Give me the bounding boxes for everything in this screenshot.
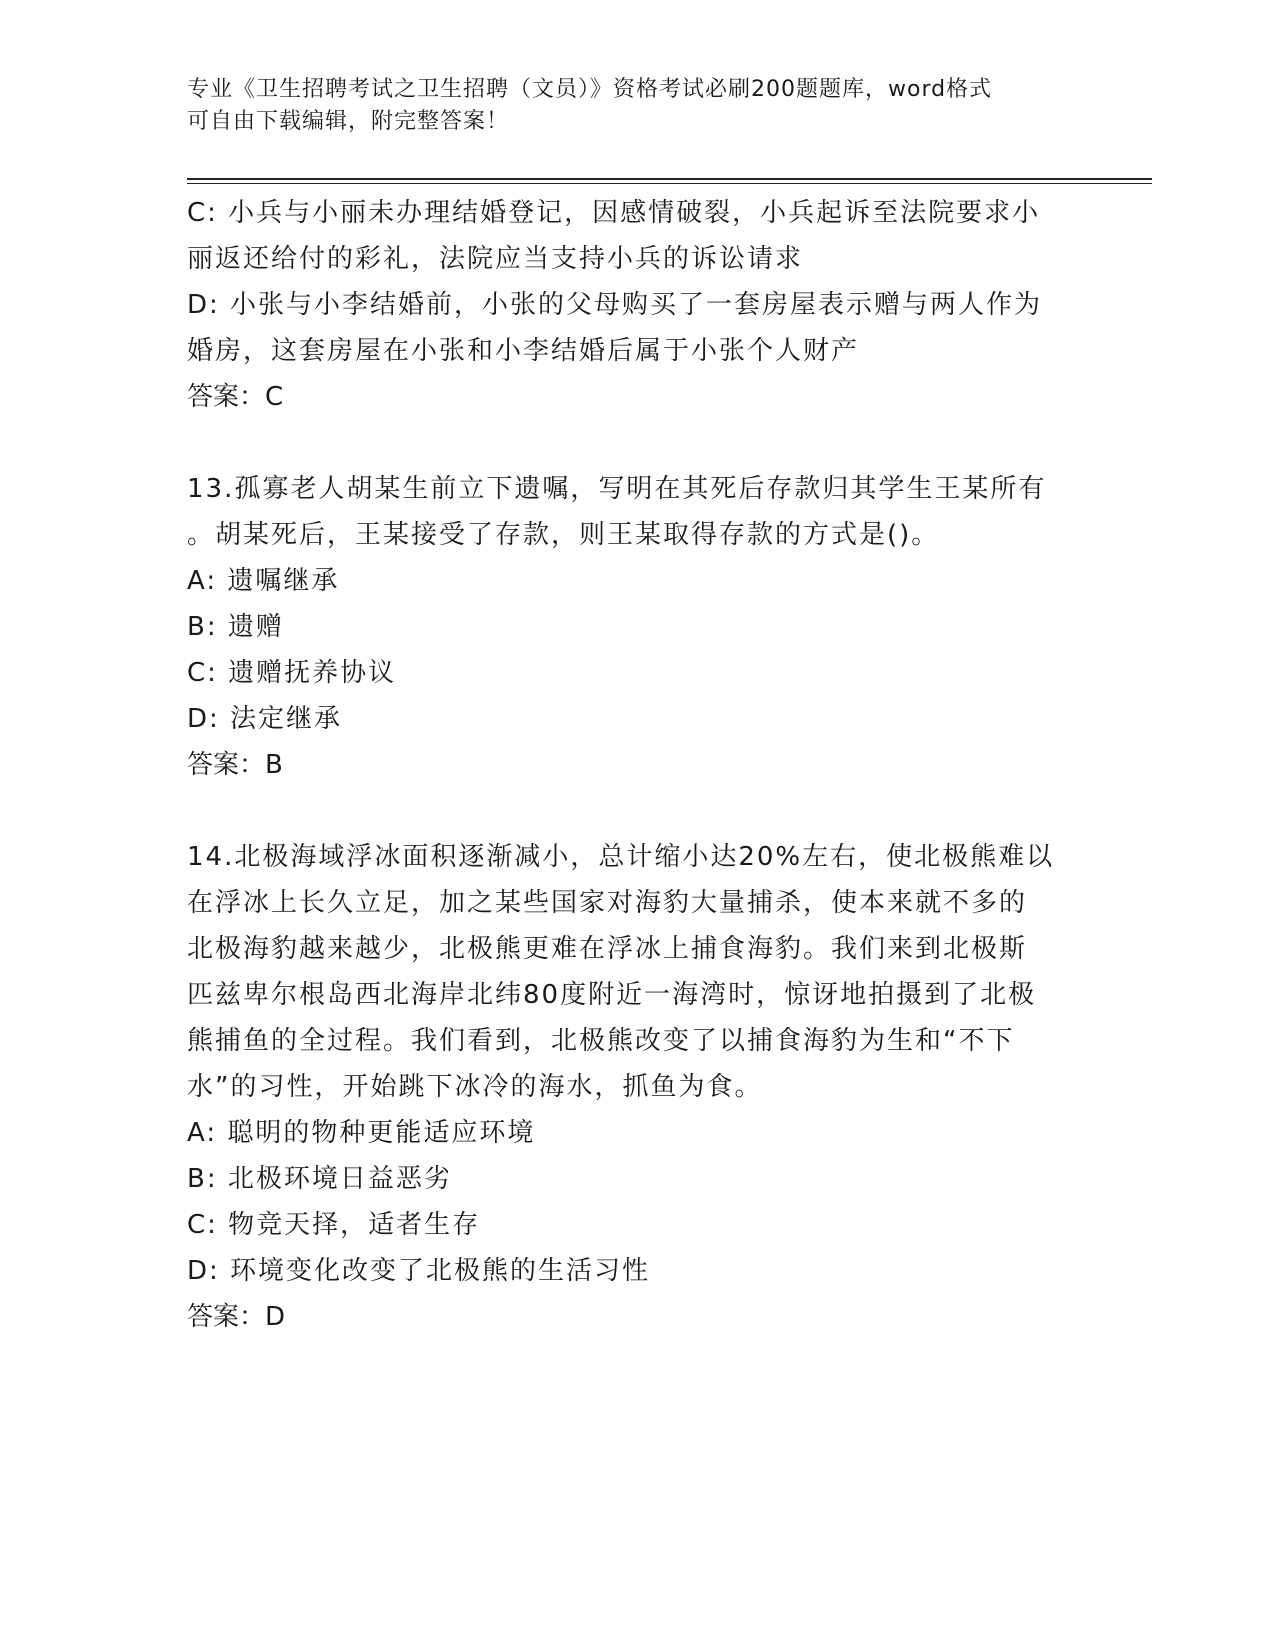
- question-13: [187, 466, 1087, 788]
- question-content: [187, 190, 1087, 1340]
- option-d: D: 环境变化改变了北极熊的生活习性: [187, 1256, 651, 1286]
- header-divider-thin: [187, 183, 1152, 184]
- question-stem-line-2: 。胡某死后，王某接受了存款，则王某取得存款的方式是()。: [187, 520, 940, 550]
- question-stem-line-2: 在浮冰上长久立足，加之某些国家对海豹大量捕杀，使本来就不多的: [187, 888, 1028, 918]
- question-stem-line-1: 13.孤寡老人胡某生前立下遗嘱，写明在其死后存款归其学生王某所有: [187, 474, 1047, 504]
- document-header: [187, 74, 1087, 138]
- spacer: [187, 420, 1087, 466]
- option-c: C: 遗赠抚养协议: [187, 658, 397, 688]
- option-d-line-1: D: 小张与小李结婚前，小张的父母购买了一套房屋表示赠与两人作为: [187, 290, 1043, 320]
- question-14: [187, 834, 1087, 1340]
- question-stem-line-6: 水”的习性，开始跳下冰冷的海水，抓鱼为食。: [187, 1072, 763, 1102]
- question-stem-line-4: 匹兹卑尔根岛西北海岸北纬80度附近一海湾时，惊讶地拍摄到了北极: [187, 980, 1037, 1010]
- header-line-2: 可自由下载编辑，附完整答案！: [187, 109, 510, 134]
- spacer: [187, 788, 1087, 834]
- option-c: C: 物竞天择，适者生存: [187, 1210, 481, 1240]
- answer-13: 答案：B: [187, 750, 283, 780]
- question-stem-line-1: 14.北极海域浮冰面积逐渐减小，总计缩小达20%左右，使北极熊难以: [187, 842, 1055, 872]
- option-c-line-1: C: 小兵与小丽未办理结婚登记，因感情破裂，小兵起诉至法院要求小: [187, 198, 1041, 228]
- option-a: A: 聪明的物种更能适应环境: [187, 1118, 536, 1148]
- option-c-line-2: 丽返还给付的彩礼，法院应当支持小兵的诉讼请求: [187, 244, 804, 274]
- header-divider-thick: [187, 178, 1152, 180]
- question-stem-line-3: 北极海豹越来越少，北极熊更难在浮冰上捕食海豹。我们来到北极斯: [187, 934, 1028, 964]
- answer-12: 答案：C: [187, 382, 284, 412]
- option-a: A: 遗嘱继承: [187, 566, 340, 596]
- answer-14: 答案：D: [187, 1302, 286, 1332]
- option-b: B: 北极环境日益恶劣: [187, 1164, 452, 1194]
- option-d-line-2: 婚房，这套房屋在小张和小李结婚后属于小张个人财产: [187, 336, 860, 366]
- question-12-tail: [187, 190, 1087, 420]
- question-stem-line-5: 熊捕鱼的全过程。我们看到，北极熊改变了以捕食海豹为生和“不下: [187, 1026, 1015, 1056]
- header-line-1: 专业《卫生招聘考试之卫生招聘（文员）》资格考试必刷200题题库，word格式: [187, 77, 993, 102]
- option-b: B: 遗赠: [187, 612, 284, 642]
- option-d: D: 法定继承: [187, 704, 343, 734]
